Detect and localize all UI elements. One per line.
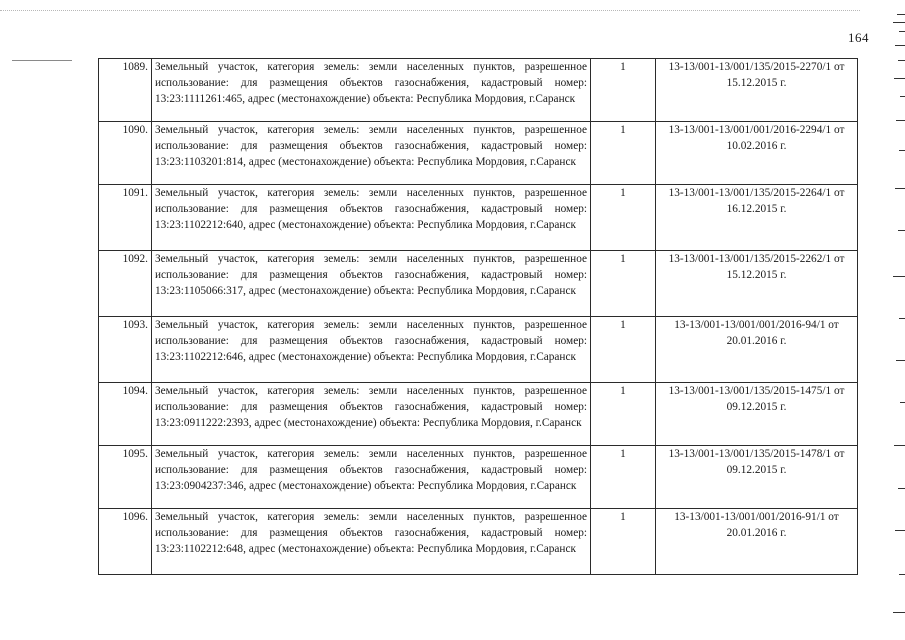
table-row bbox=[99, 509, 858, 575]
row-description: Земельный участок, категория земель: земли населенных пунктов, разрешенное использование: для размещения объектов газоснабжения, кадастровый номер: 13:23:1103201:814, адрес (местонахождение) объекта: Республика Мордовия, г.Саранск bbox=[152, 122, 591, 185]
row-description: Земельный участок, категория земель: земли населенных пунктов, разрешенное использование: для размещения объектов газоснабжения, кадастровый номер: 13:23:1102212:648, адрес (местонахождение) объекта: Республика Мордовия, г.Саранск bbox=[152, 509, 591, 575]
row-number: 1092. bbox=[99, 251, 152, 317]
row-number: 1094. bbox=[99, 383, 152, 446]
scan-left-mark bbox=[12, 60, 72, 62]
row-registration: 13-13/001-13/001/135/2015-1478/1 от 09.12.2015 г. bbox=[656, 446, 858, 509]
row-registration: 13-13/001-13/001/135/2015-1475/1 от 09.12.2015 г. bbox=[656, 383, 858, 446]
row-description: Земельный участок, категория земель: земли населенных пунктов, разрешенное использование: для размещения объектов газоснабжения, кадастровый номер: 13:23:1102212:646, адрес (местонахождение) объекта: Республика Мордовия, г.Саранск bbox=[152, 317, 591, 383]
table-row bbox=[99, 59, 858, 122]
table-row bbox=[99, 251, 858, 317]
row-registration: 13-13/001-13/001/135/2015-2262/1 от 15.12.2015 г. bbox=[656, 251, 858, 317]
row-number: 1096. bbox=[99, 509, 152, 575]
table-row bbox=[99, 317, 858, 383]
row-number: 1093. bbox=[99, 317, 152, 383]
row-description: Земельный участок, категория земель: земли населенных пунктов, разрешенное использование: для размещения объектов газоснабжения, кадастровый номер: 13:23:0904237:346, адрес (местонахождение) объекта: Республика Мордовия, г.Саранск bbox=[152, 446, 591, 509]
row-quantity: 1 bbox=[591, 185, 656, 251]
table-row bbox=[99, 122, 858, 185]
row-number: 1090. bbox=[99, 122, 152, 185]
row-registration: 13-13/001-13/001/001/2016-94/1 от 20.01.2016 г. bbox=[656, 317, 858, 383]
table-row bbox=[99, 383, 858, 446]
row-quantity: 1 bbox=[591, 317, 656, 383]
row-number: 1095. bbox=[99, 446, 152, 509]
table-row bbox=[99, 185, 858, 251]
row-description: Земельный участок, категория земель: земли населенных пунктов, разрешенное использование: для размещения объектов газоснабжения, кадастровый номер: 13:23:0911222:2393, адрес (местонахождение) объекта: Республика Мордовия, г.Саранск bbox=[152, 383, 591, 446]
row-quantity: 1 bbox=[591, 509, 656, 575]
row-registration: 13-13/001-13/001/001/2016-2294/1 от 10.02.2016 г. bbox=[656, 122, 858, 185]
scan-right-edge bbox=[891, 0, 905, 640]
table-row bbox=[99, 446, 858, 509]
row-description: Земельный участок, категория земель: земли населенных пунктов, разрешенное использование: для размещения объектов газоснабжения, кадастровый номер: 13:23:1105066:317, адрес (местонахождение) объекта: Республика Мордовия, г.Саранск bbox=[152, 251, 591, 317]
row-registration: 13-13/001-13/001/001/2016-91/1 от 20.01.2016 г. bbox=[656, 509, 858, 575]
row-description: Земельный участок, категория земель: земли населенных пунктов, разрешенное использование: для размещения объектов газоснабжения, кадастровый номер: 13:23:1111261:465, адрес (местонахождение) объекта: Республика Мордовия, г.Саранск bbox=[152, 59, 591, 122]
row-registration: 13-13/001-13/001/135/2015-2270/1 от 15.12.2015 г. bbox=[656, 59, 858, 122]
row-quantity: 1 bbox=[591, 251, 656, 317]
row-number: 1091. bbox=[99, 185, 152, 251]
scan-top-noise bbox=[0, 10, 860, 13]
property-registry-table bbox=[98, 58, 858, 575]
row-quantity: 1 bbox=[591, 446, 656, 509]
row-registration: 13-13/001-13/001/135/2015-2264/1 от 16.12.2015 г. bbox=[656, 185, 858, 251]
row-quantity: 1 bbox=[591, 122, 656, 185]
row-quantity: 1 bbox=[591, 59, 656, 122]
page-number: 164 bbox=[848, 30, 869, 45]
row-quantity: 1 bbox=[591, 383, 656, 446]
row-number: 1089. bbox=[99, 59, 152, 122]
row-description: Земельный участок, категория земель: земли населенных пунктов, разрешенное использование: для размещения объектов газоснабжения, кадастровый номер: 13:23:1102212:640, адрес (местонахождение) объекта: Республика Мордовия, г.Саранск bbox=[152, 185, 591, 251]
